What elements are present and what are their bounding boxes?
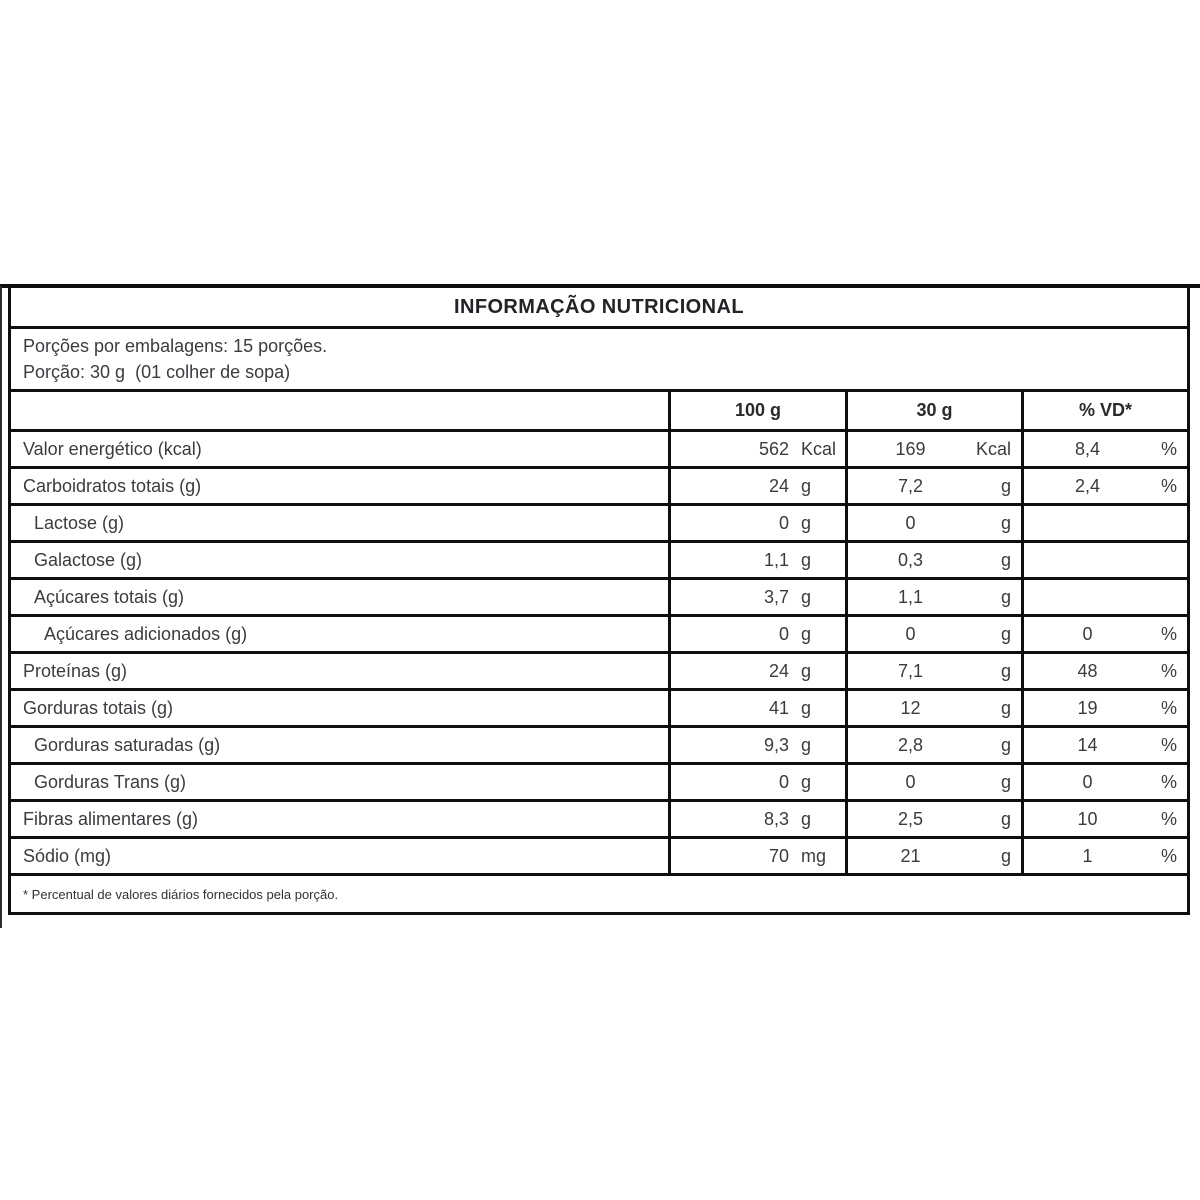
value-30g bbox=[845, 691, 1021, 725]
value-30g bbox=[845, 765, 1021, 799]
table-title: INFORMAÇÃO NUTRICIONAL bbox=[454, 295, 744, 318]
value-daily-percent-unit: % bbox=[1160, 660, 1177, 681]
footnote-text: * Percentual de valores diários fornecidos pela porção. bbox=[23, 886, 339, 902]
value-daily-percent-unit: % bbox=[1160, 734, 1177, 755]
value-30g bbox=[845, 654, 1021, 688]
value-30g-unit: g bbox=[1000, 475, 1011, 496]
value-100g-number: 24 bbox=[768, 475, 789, 496]
value-100g-number: 9,3 bbox=[763, 734, 789, 755]
value-100g bbox=[668, 580, 845, 614]
value-daily-percent bbox=[1021, 432, 1187, 466]
nutrient-label: Galactose (g) bbox=[34, 549, 143, 570]
value-30g bbox=[845, 617, 1021, 651]
value-100g-number: 70 bbox=[768, 845, 789, 866]
value-daily-percent bbox=[1021, 839, 1187, 873]
value-100g-number: 3,7 bbox=[763, 586, 789, 607]
value-100g-unit: Kcal bbox=[801, 438, 837, 459]
value-100g-number: 0 bbox=[778, 623, 789, 644]
table-title-row bbox=[11, 288, 1187, 329]
value-daily-percent-unit: % bbox=[1160, 438, 1177, 459]
value-30g bbox=[845, 432, 1021, 466]
value-100g-number: 0 bbox=[778, 512, 789, 533]
nutrient-label: Gorduras saturadas (g) bbox=[34, 734, 221, 755]
value-100g-unit: g bbox=[801, 623, 812, 644]
value-30g bbox=[845, 839, 1021, 873]
value-100g-unit: mg bbox=[801, 845, 827, 866]
value-100g bbox=[668, 839, 845, 873]
left-frame-rule bbox=[0, 286, 2, 928]
value-100g bbox=[668, 654, 845, 688]
nutrient-rows bbox=[11, 432, 1187, 876]
value-100g-number: 41 bbox=[768, 697, 789, 718]
nutrient-label: Gorduras totais (g) bbox=[23, 697, 174, 718]
nutrition-facts-table bbox=[8, 285, 1190, 915]
serving-info-section bbox=[11, 329, 1187, 392]
value-100g-unit: g bbox=[801, 771, 812, 792]
value-daily-percent bbox=[1021, 543, 1187, 577]
value-100g-unit: g bbox=[801, 549, 812, 570]
value-30g-number: 7,1 bbox=[897, 660, 924, 681]
value-100g bbox=[668, 765, 845, 799]
value-30g-unit: g bbox=[1000, 734, 1011, 755]
value-daily-percent bbox=[1021, 506, 1187, 540]
value-30g-number: 1,1 bbox=[897, 586, 924, 607]
value-100g-number: 24 bbox=[768, 660, 789, 681]
value-daily-percent bbox=[1021, 728, 1187, 762]
value-daily-percent bbox=[1021, 617, 1187, 651]
value-30g-number: 0,3 bbox=[897, 549, 924, 570]
value-daily-percent-number: 19 bbox=[1077, 697, 1098, 718]
nutrient-row bbox=[11, 432, 1187, 469]
value-30g bbox=[845, 506, 1021, 540]
value-100g bbox=[668, 728, 845, 762]
value-100g bbox=[668, 432, 845, 466]
value-30g-number: 0 bbox=[905, 512, 916, 533]
value-100g-unit: g bbox=[801, 808, 812, 829]
value-30g-number: 2,8 bbox=[897, 734, 924, 755]
value-30g bbox=[845, 728, 1021, 762]
value-100g bbox=[668, 802, 845, 836]
value-daily-percent-number: 2,4 bbox=[1074, 475, 1101, 496]
value-30g-unit: g bbox=[1000, 586, 1011, 607]
nutrient-row bbox=[11, 654, 1187, 691]
value-daily-percent-number: 10 bbox=[1077, 808, 1098, 829]
value-30g-unit: g bbox=[1000, 808, 1011, 829]
nutrient-label: Açúcares adicionados (g) bbox=[44, 623, 248, 644]
value-30g-unit: g bbox=[1000, 623, 1011, 644]
value-100g-unit: g bbox=[801, 586, 812, 607]
nutrient-label: Lactose (g) bbox=[34, 512, 125, 533]
value-100g-number: 0 bbox=[778, 771, 789, 792]
value-100g bbox=[668, 469, 845, 503]
column-header-100g: 100 g bbox=[668, 392, 845, 429]
value-daily-percent bbox=[1021, 580, 1187, 614]
value-30g-unit: g bbox=[1000, 512, 1011, 533]
nutrient-label: Gorduras Trans (g) bbox=[34, 771, 187, 792]
value-30g-unit: Kcal bbox=[975, 438, 1011, 459]
nutrient-row bbox=[11, 691, 1187, 728]
value-30g-number: 2,5 bbox=[897, 808, 924, 829]
value-30g-unit: g bbox=[1000, 845, 1011, 866]
nutrient-row bbox=[11, 802, 1187, 839]
value-100g-unit: g bbox=[801, 697, 812, 718]
value-30g-unit: g bbox=[1000, 660, 1011, 681]
column-header-daily-value: % VD* bbox=[1021, 392, 1187, 429]
value-daily-percent-number: 0 bbox=[1082, 771, 1093, 792]
nutrient-label: Carboidratos totais (g) bbox=[23, 475, 202, 496]
value-30g-number: 0 bbox=[905, 771, 916, 792]
value-30g bbox=[845, 543, 1021, 577]
value-daily-percent bbox=[1021, 802, 1187, 836]
value-30g-number: 0 bbox=[905, 623, 916, 644]
value-100g-number: 1,1 bbox=[763, 549, 789, 570]
value-30g-number: 12 bbox=[900, 697, 921, 718]
value-30g-number: 169 bbox=[895, 438, 926, 459]
value-100g bbox=[668, 691, 845, 725]
value-daily-percent-unit: % bbox=[1160, 697, 1177, 718]
nutrient-row bbox=[11, 580, 1187, 617]
nutrient-row bbox=[11, 543, 1187, 580]
value-100g-number: 562 bbox=[758, 438, 789, 459]
nutrient-label: Fibras alimentares (g) bbox=[23, 808, 199, 829]
value-daily-percent-number: 1 bbox=[1082, 845, 1093, 866]
nutrient-row bbox=[11, 839, 1187, 876]
value-daily-percent-unit: % bbox=[1160, 475, 1177, 496]
servings-per-package: Porções por embalagens: 15 porções. bbox=[23, 336, 328, 356]
value-daily-percent bbox=[1021, 654, 1187, 688]
value-100g-unit: g bbox=[801, 475, 812, 496]
value-30g-unit: g bbox=[1000, 771, 1011, 792]
value-30g bbox=[845, 802, 1021, 836]
value-daily-percent-unit: % bbox=[1160, 808, 1177, 829]
value-daily-percent-number: 0 bbox=[1082, 623, 1093, 644]
value-100g-number: 8,3 bbox=[763, 808, 789, 829]
nutrient-row bbox=[11, 617, 1187, 654]
value-30g-number: 7,2 bbox=[897, 475, 924, 496]
value-100g-unit: g bbox=[801, 512, 812, 533]
column-header-row bbox=[11, 392, 1187, 432]
value-100g-unit: g bbox=[801, 660, 812, 681]
value-daily-percent bbox=[1021, 469, 1187, 503]
nutrient-row bbox=[11, 765, 1187, 802]
value-daily-percent bbox=[1021, 691, 1187, 725]
value-daily-percent-number: 8,4 bbox=[1074, 438, 1101, 459]
value-daily-percent-unit: % bbox=[1160, 771, 1177, 792]
value-daily-percent-number: 14 bbox=[1077, 734, 1098, 755]
nutrient-label: Açúcares totais (g) bbox=[34, 586, 185, 607]
value-100g-unit: g bbox=[801, 734, 812, 755]
value-daily-percent bbox=[1021, 765, 1187, 799]
value-30g bbox=[845, 580, 1021, 614]
nutrient-label: Sódio (mg) bbox=[23, 845, 112, 866]
nutrient-row bbox=[11, 506, 1187, 543]
value-30g-unit: g bbox=[1000, 549, 1011, 570]
column-header-30g: 30 g bbox=[845, 392, 1021, 429]
serving-size: Porção: 30 g (01 colher de sopa) bbox=[23, 362, 291, 382]
value-100g bbox=[668, 543, 845, 577]
value-100g bbox=[668, 617, 845, 651]
nutrient-row bbox=[11, 469, 1187, 506]
nutrient-label: Valor energético (kcal) bbox=[23, 438, 202, 459]
column-header-empty bbox=[11, 392, 668, 429]
value-daily-percent-number: 48 bbox=[1077, 660, 1098, 681]
value-100g bbox=[668, 506, 845, 540]
nutrient-row bbox=[11, 728, 1187, 765]
nutrient-label: Proteínas (g) bbox=[23, 660, 128, 681]
value-daily-percent-unit: % bbox=[1160, 623, 1177, 644]
value-30g-number: 21 bbox=[900, 845, 921, 866]
value-daily-percent-unit: % bbox=[1160, 845, 1177, 866]
value-30g bbox=[845, 469, 1021, 503]
footnote-row bbox=[11, 876, 1187, 912]
value-30g-unit: g bbox=[1000, 697, 1011, 718]
